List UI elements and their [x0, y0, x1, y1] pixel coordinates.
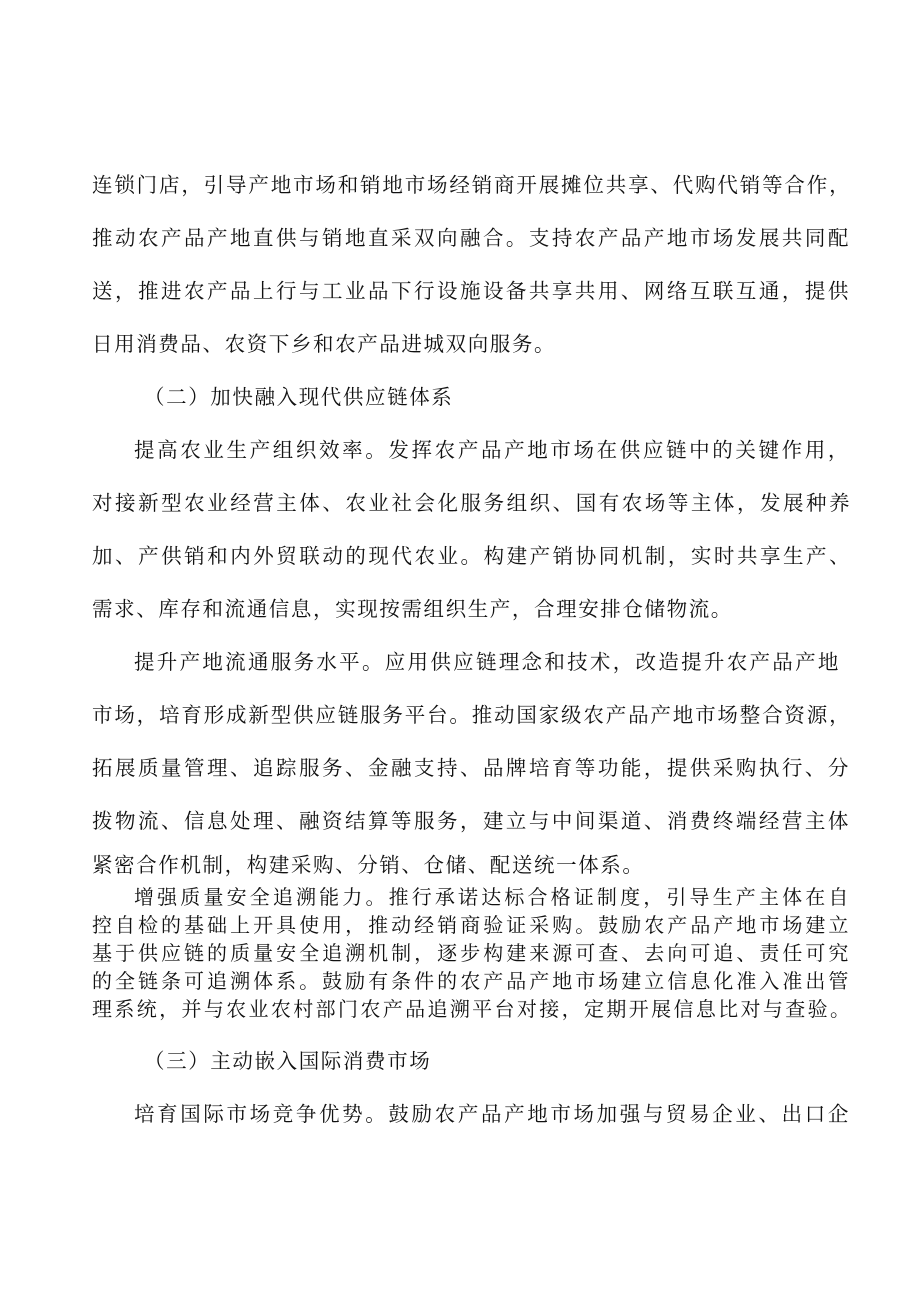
paragraph-line: 市场，培育形成新型供应链服务平台。推动国家级农产品产地市场整合资源， — [92, 703, 850, 727]
paragraph-line: 送，推进农产品上行与工业品下行设施设备共享共用、网络互联互通，提供 — [92, 279, 850, 303]
paragraph-line: 提高农业生产组织效率。发挥农产品产地市场在供应链中的关键作用， — [134, 438, 850, 462]
paragraph-line: 提升产地流通服务水平。应用供应链理念和技术，改造提升农产品产地 — [134, 650, 840, 674]
paragraph-line: 培育国际市场竞争优势。鼓励农产品产地市场加强与贸易企业、出口企 — [134, 1102, 850, 1126]
paragraph-line: 拨物流、信息处理、融资结算等服务，建立与中间渠道、消费终端经营主体 — [92, 809, 850, 833]
section-heading: （二）加快融入现代供应链体系 — [144, 385, 454, 409]
paragraph-line: 紧密合作机制，构建采购、分销、仓储、配送统一体系。 — [92, 853, 645, 877]
paragraph-line: 对接新型农业经营主体、农业社会化服务组织、国有农场等主体，发展种养 — [92, 491, 850, 515]
paragraph-line: 加、产供销和内外贸联动的现代农业。构建产销协同机制，实时共享生产、 — [92, 544, 850, 568]
paragraph-line: 控自检的基础上开具使用，推动经销商验证采购。鼓励农产品产地市场建立 — [92, 913, 850, 937]
paragraph-line: 理系统，并与农业农村部门农产品追溯平台对接，定期开展信息比对与查验。 — [92, 997, 850, 1021]
paragraph-line: 基于供应链的质量安全追溯机制，逐步构建来源可查、去向可追、责任可究 — [92, 941, 850, 965]
paragraph-line: 连锁门店，引导产地市场和销地市场经销商开展摊位共享、代购代销等合作， — [92, 173, 850, 197]
paragraph-line: 拓展质量管理、追踪服务、金融支持、品牌培育等功能，提供采购执行、分 — [92, 756, 850, 780]
paragraph-line: 推动农产品产地直供与销地直采双向融合。支持农产品产地市场发展共同配 — [92, 226, 850, 250]
paragraph-line: 需求、库存和流通信息，实现按需组织生产，合理安排仓储物流。 — [92, 597, 733, 621]
paragraph-line: 增强质量安全追溯能力。推行承诺达标合格证制度，引导生产主体在自 — [134, 885, 850, 909]
paragraph-line: 的全链条可追溯体系。鼓励有条件的农产品产地市场建立信息化准入准出管 — [92, 969, 850, 993]
section-heading: （三）主动嵌入国际消费市场 — [144, 1049, 432, 1073]
paragraph-line: 日用消费品、农资下乡和农产品进城双向服务。 — [92, 332, 557, 356]
